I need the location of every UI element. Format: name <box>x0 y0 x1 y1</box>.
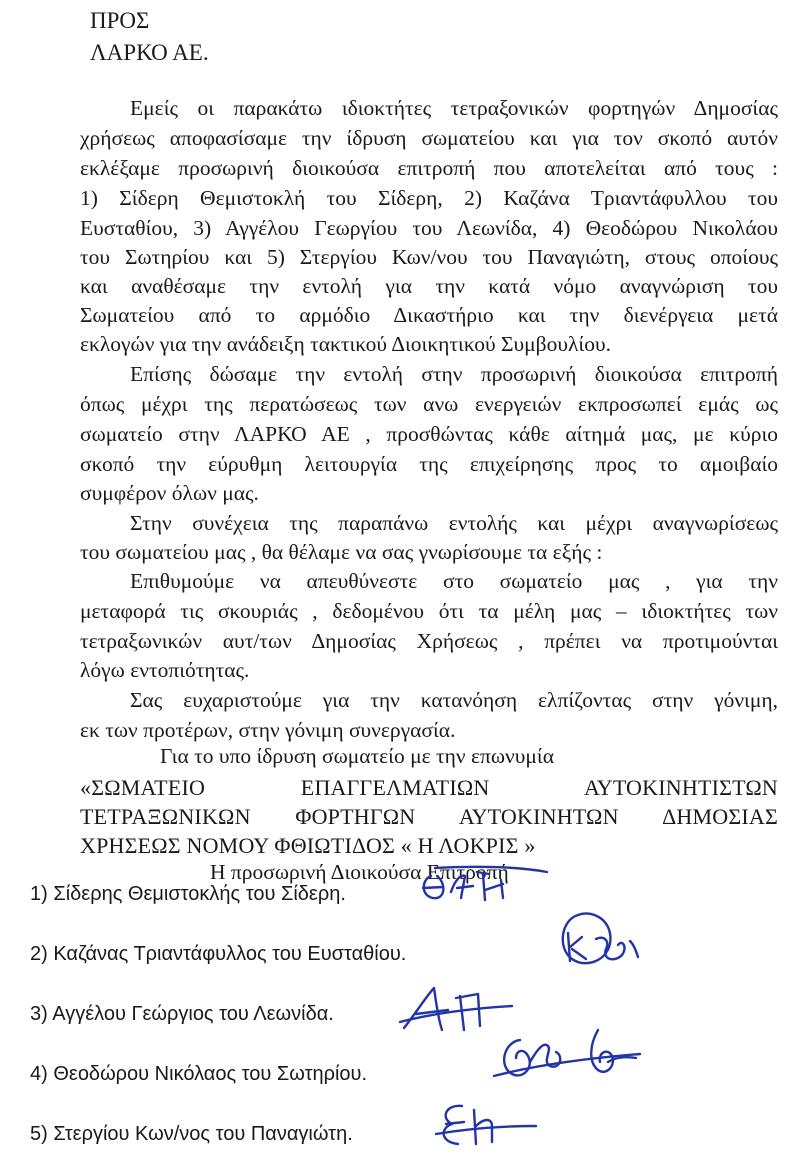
paragraph3-line: Στην συνέχεια της παραπάνω εντολής και μέχρι αναγνωρίσεως <box>130 511 778 535</box>
member-5: 5) Στεργίου Κων/νος του Παναγιώτη. <box>30 1123 353 1145</box>
recipient-name: ΛΑΡΚΟ ΑΕ. <box>90 40 209 65</box>
paragraph2-line: συμφέρον όλων μας. <box>80 481 259 505</box>
member-3: 3) Αγγέλου Γεώργιος του Λεωνίδα. <box>30 1003 334 1025</box>
paragraph4-line: λόγω εντοπιότητας. <box>80 658 250 682</box>
paragraph1-line: εκλογών για την ανάδειξη τακτικού Διοικητικού Συμβουλίου. <box>80 332 611 356</box>
paragraph1-line: χρήσεως αποφασίσαμε την ίδρυση σωματείου και για τον σκοπό αυτόν <box>80 126 778 150</box>
paragraph2-line: Επίσης δώσαμε την εντολή στην προσωρινή διοικούσα επιτροπή <box>130 362 778 386</box>
paragraph2-line: σωματείο στην ΛΑΡΚΟ ΑΕ , προσθώντας κάθε αίτημά μας, με κύριο <box>80 422 778 446</box>
member-2: 2) Καζάνας Τριαντάφυλλος του Ευσταθίου. <box>30 943 407 965</box>
committee-title: Η προσωρινή Διοικούσα Επιτροπή <box>210 860 509 884</box>
union-name-line: «ΣΩΜΑΤΕΙΟ ΕΠΑΓΓΕΛΜΑΤΙΩΝ ΑΥΤΟΚΙΝΗΤΙΣΤΩΝ <box>80 775 778 800</box>
paragraph1-line: Σωματείου από το αρμόδιο Δικαστήριο και την διενέργεια μετά <box>80 303 778 327</box>
paragraph5-line: Σας ευχαριστούμε για την κατανόηση ελπίζοντας στην γόνιμη, <box>130 688 778 712</box>
recipient-label: ΠΡΟΣ <box>90 8 150 33</box>
paragraph2-line: σκοπό την εύρυθμη λειτουργία της επιχείρησης προς το αμοιβαίο <box>80 452 778 476</box>
paragraph5-line: εκ των προτέρων, στην γόνιμη συνεργασία. <box>80 718 456 742</box>
member-1: 1) Σίδερης Θεμιστοκλής του Σίδερη. <box>30 883 346 905</box>
paragraph4-line: Επιθυμούμε να απευθύνεστε στο σωματείο μας , για την <box>130 569 778 593</box>
signature-4 <box>490 1018 650 1098</box>
paragraph1-line: Εμείς οι παρακάτω ιδιοκτήτες τετραξονικών φορτηγών Δημοσίας <box>130 96 778 120</box>
paragraph4-line: τετραξωνικών αυτ/των Δημοσίας Χρήσεως , πρέπει να προτιμούνται <box>80 629 778 653</box>
paragraph4-line: μεταφορά τις σκουριάς , δεδομένου ότι τα μέλη μας – ιδιοκτήτες των <box>80 599 778 623</box>
union-name-line: ΤΕΤΡΑΞΩΝΙΚΩΝ ΦΟΡΤΗΓΩΝ ΑΥΤΟΚΙΝΗΤΩΝ ΔΗΜΟΣΙΑΣ <box>80 804 778 829</box>
paragraph1-line: Ευσταθίου, 3) Αγγέλου Γεωργίου του Λεωνίδα, 4) Θεοδώρου Νικολάου <box>80 216 778 240</box>
signature-1 <box>415 862 555 912</box>
paragraph1-line: εκλέξαμε προσωρινή διοικούσα επιτροπή που αποτελείται από τους : <box>80 156 778 180</box>
signature-2 <box>548 905 658 975</box>
member-4: 4) Θεοδώρου Νικόλαος του Σωτηρίου. <box>30 1063 368 1085</box>
union-intro: Για το υπο ίδρυση σωματείο με την επωνυμία <box>160 744 554 768</box>
signature-5 <box>432 1096 542 1156</box>
paragraph1-line: 1) Σίδερη Θεμιστοκλή του Σίδερη, 2) Καζάνα Τριαντάφυλλου του <box>80 186 778 210</box>
paragraph1-line: του Σωτηρίου και 5) Στεργίου Κων/νου του Παναγιώτη, στους οποίους <box>80 245 778 269</box>
paragraph2-line: όπως μέχρι της περατώσεως των ανω ενεργειών εκπροσωπεί εμάς ως <box>80 392 778 416</box>
paragraph3-line: του σωματείου μας , θα θέλαμε να σας γνωρίσουμε τα εξής : <box>80 540 603 564</box>
paragraph1-line: και αναθέσαμε την εντολή για την κατά νόμο αναγνώριση του <box>80 274 778 298</box>
union-name-line: ΧΡΗΣΕΩΣ ΝΟΜΟΥ ΦΘΙΩΤΙΔΟΣ « Η ΛΟΚΡΙΣ » <box>80 833 536 858</box>
